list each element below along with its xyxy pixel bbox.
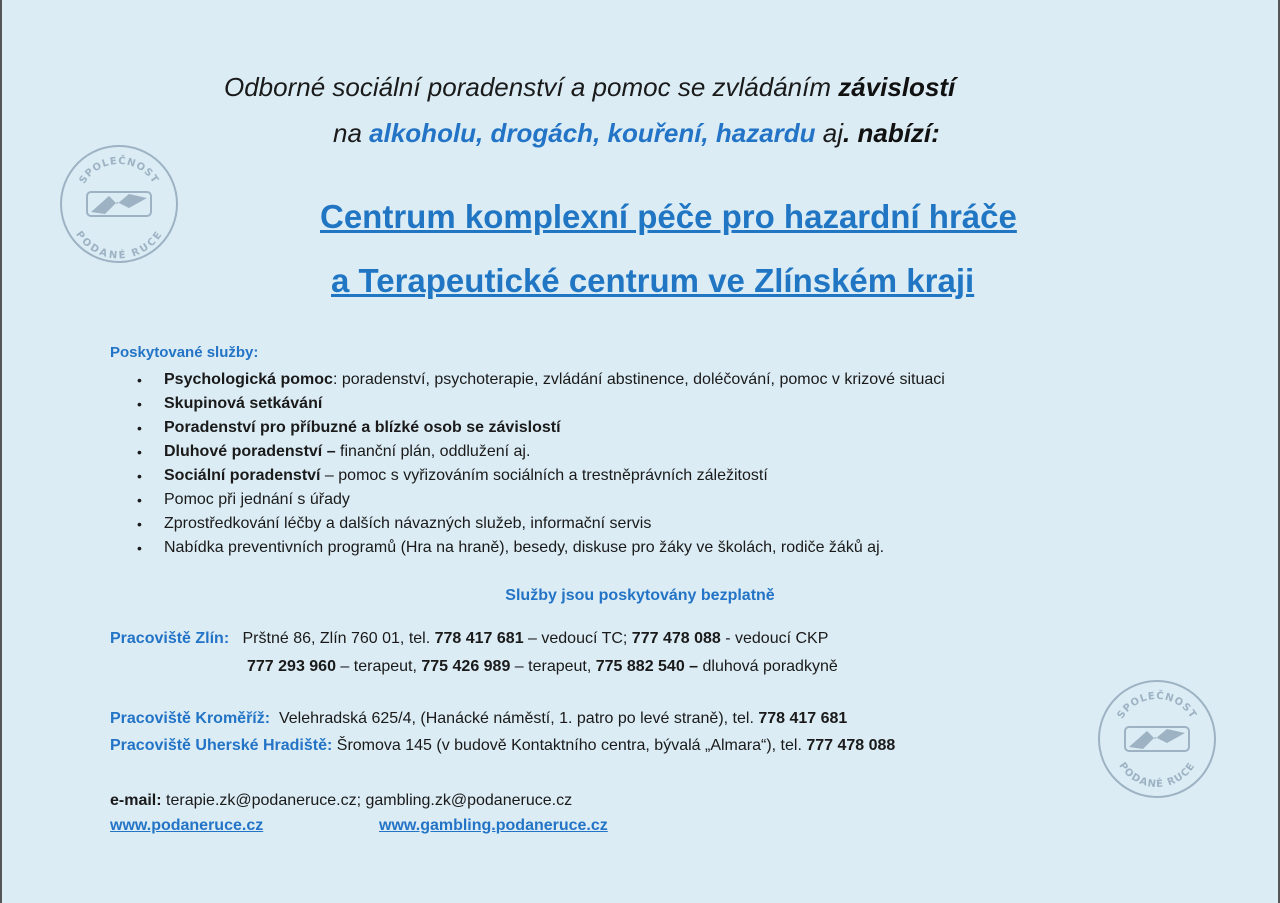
office-kromeriz-label: Pracoviště Kroměříž: (110, 710, 271, 727)
intro-text: na (333, 118, 370, 148)
office-address: Velehradská 625/4, (Hanácké náměstí, 1. patro po levé straně), tel. (278, 710, 759, 727)
role: – terapeut, (510, 658, 596, 675)
item-text: finanční plán, oddlužení aj. (335, 443, 531, 460)
role: - vedoucí CKP (720, 630, 829, 647)
item-bold: Skupinová setkávání (164, 395, 323, 412)
item-bold: Dluhové poradenství – (164, 443, 336, 460)
intro-suffix: . nabízí: (843, 118, 940, 148)
bullet-icon: • (137, 540, 142, 556)
free-services-note (0, 587, 1280, 605)
office-address: Šromova 145 (v budově Kontaktního centra, bývalá „Almara“), tel. (332, 737, 807, 754)
services-heading: Poskytované služby: (110, 344, 259, 361)
phone: 775 426 989 (421, 658, 511, 675)
office-zlin-line-1 (110, 630, 828, 648)
list-item (129, 440, 945, 464)
svg-text:SPOLEČNOST (77, 154, 160, 186)
list-item (129, 488, 945, 512)
podane-ruce-logo-icon (1095, 677, 1219, 801)
bullet-icon: • (137, 396, 142, 412)
role: – vedoucí TC; (523, 630, 632, 647)
item-text: – pomoc s vyřizováním sociálních a trestněprávních záležitostí (320, 467, 768, 484)
item-text: Nabídka preventivních programů (Hra na hraně), besedy, diskuse pro žáky ve školách, rodiče žáků aj. (164, 539, 885, 556)
item-text: Zprostředkování léčby a dalších návazných služeb, informační servis (164, 515, 652, 532)
phone: 777 293 960 (247, 658, 336, 675)
bullet-icon: • (137, 468, 142, 484)
list-item (129, 464, 945, 488)
office-uh-label: Pracoviště Uherské Hradiště: (110, 737, 333, 754)
svg-text:SPOLEČNOST (1115, 689, 1198, 721)
podane-ruce-logo-icon (57, 142, 181, 266)
bullet-icon: • (137, 516, 142, 532)
logo-bottom-text: PODANÉ RUCE (1116, 760, 1198, 791)
phone: 775 882 540 – (595, 658, 699, 675)
bullet-icon: • (137, 420, 142, 436)
list-item (129, 368, 945, 392)
email-addresses[interactable]: terapie.zk@podaneruce.cz; gambling.zk@podaneruce.cz (161, 792, 573, 809)
list-item (129, 416, 945, 440)
services-list (129, 368, 945, 560)
intro-bold: závislostí (838, 72, 956, 102)
item-text: Pomoc při jednání s úřady (164, 491, 350, 508)
logo-top-text: SPOLEČNOST (1115, 690, 1199, 722)
office-zlin-label: Pracoviště Zlín: (110, 630, 230, 647)
bullet-icon: • (137, 444, 142, 460)
role: dluhová poradkyně (698, 658, 838, 675)
page-title-line-1: Centrum komplexní péče pro hazardní hráče (320, 198, 1017, 235)
office-kromeriz (110, 710, 847, 728)
role: – terapeut, (335, 658, 422, 675)
item-text: : poradenství, psychoterapie, zvládání abstinence, doléčování, pomoc v krizové situaci (332, 371, 945, 388)
email-line (110, 792, 572, 810)
item-bold: Poradenství pro příbuzné a blízké osob se závislostí (164, 419, 561, 436)
item-bold: Sociální poradenství (164, 467, 321, 484)
office-uh (110, 737, 895, 755)
phone: 777 478 088 (631, 630, 721, 647)
email-label: e-mail: (110, 792, 162, 809)
logo-top-text: SPOLEČNOST (77, 155, 161, 187)
phone: 778 417 681 (434, 630, 524, 647)
logo-bottom-text: PODANÉ RUCE (73, 229, 165, 262)
list-item (129, 512, 945, 536)
phone: 778 417 681 (758, 710, 848, 727)
intro-blue: alkoholu, drogách, kouření, hazardu (369, 118, 816, 148)
intro-text: Odborné sociální poradenství a pomoc se zvládáním (224, 72, 839, 102)
page-title-line-2: a Terapeutické centrum ve Zlínském kraji (331, 262, 975, 299)
website-link[interactable]: www.podaneruce.cz (110, 817, 264, 834)
list-item (129, 536, 945, 560)
bullet-icon: • (137, 492, 142, 508)
left-border (0, 0, 2, 903)
item-bold: Psychologická pomoc (164, 371, 333, 388)
svg-text:PODANÉ RUCE (1116, 761, 1197, 791)
phone: 777 478 088 (806, 737, 896, 754)
office-address: Prštné 86, Zlín 760 01, tel. (242, 630, 435, 647)
list-item (129, 392, 945, 416)
gambling-website-link[interactable]: www.gambling.podaneruce.cz (379, 817, 608, 834)
svg-text:PODANÉ RUCE (73, 229, 165, 261)
intro-aj: aj (815, 118, 844, 148)
bullet-icon: • (137, 372, 142, 388)
free-note-text: Služby jsou poskytovány bezplatně (505, 587, 775, 604)
office-zlin-line-2 (247, 658, 838, 676)
